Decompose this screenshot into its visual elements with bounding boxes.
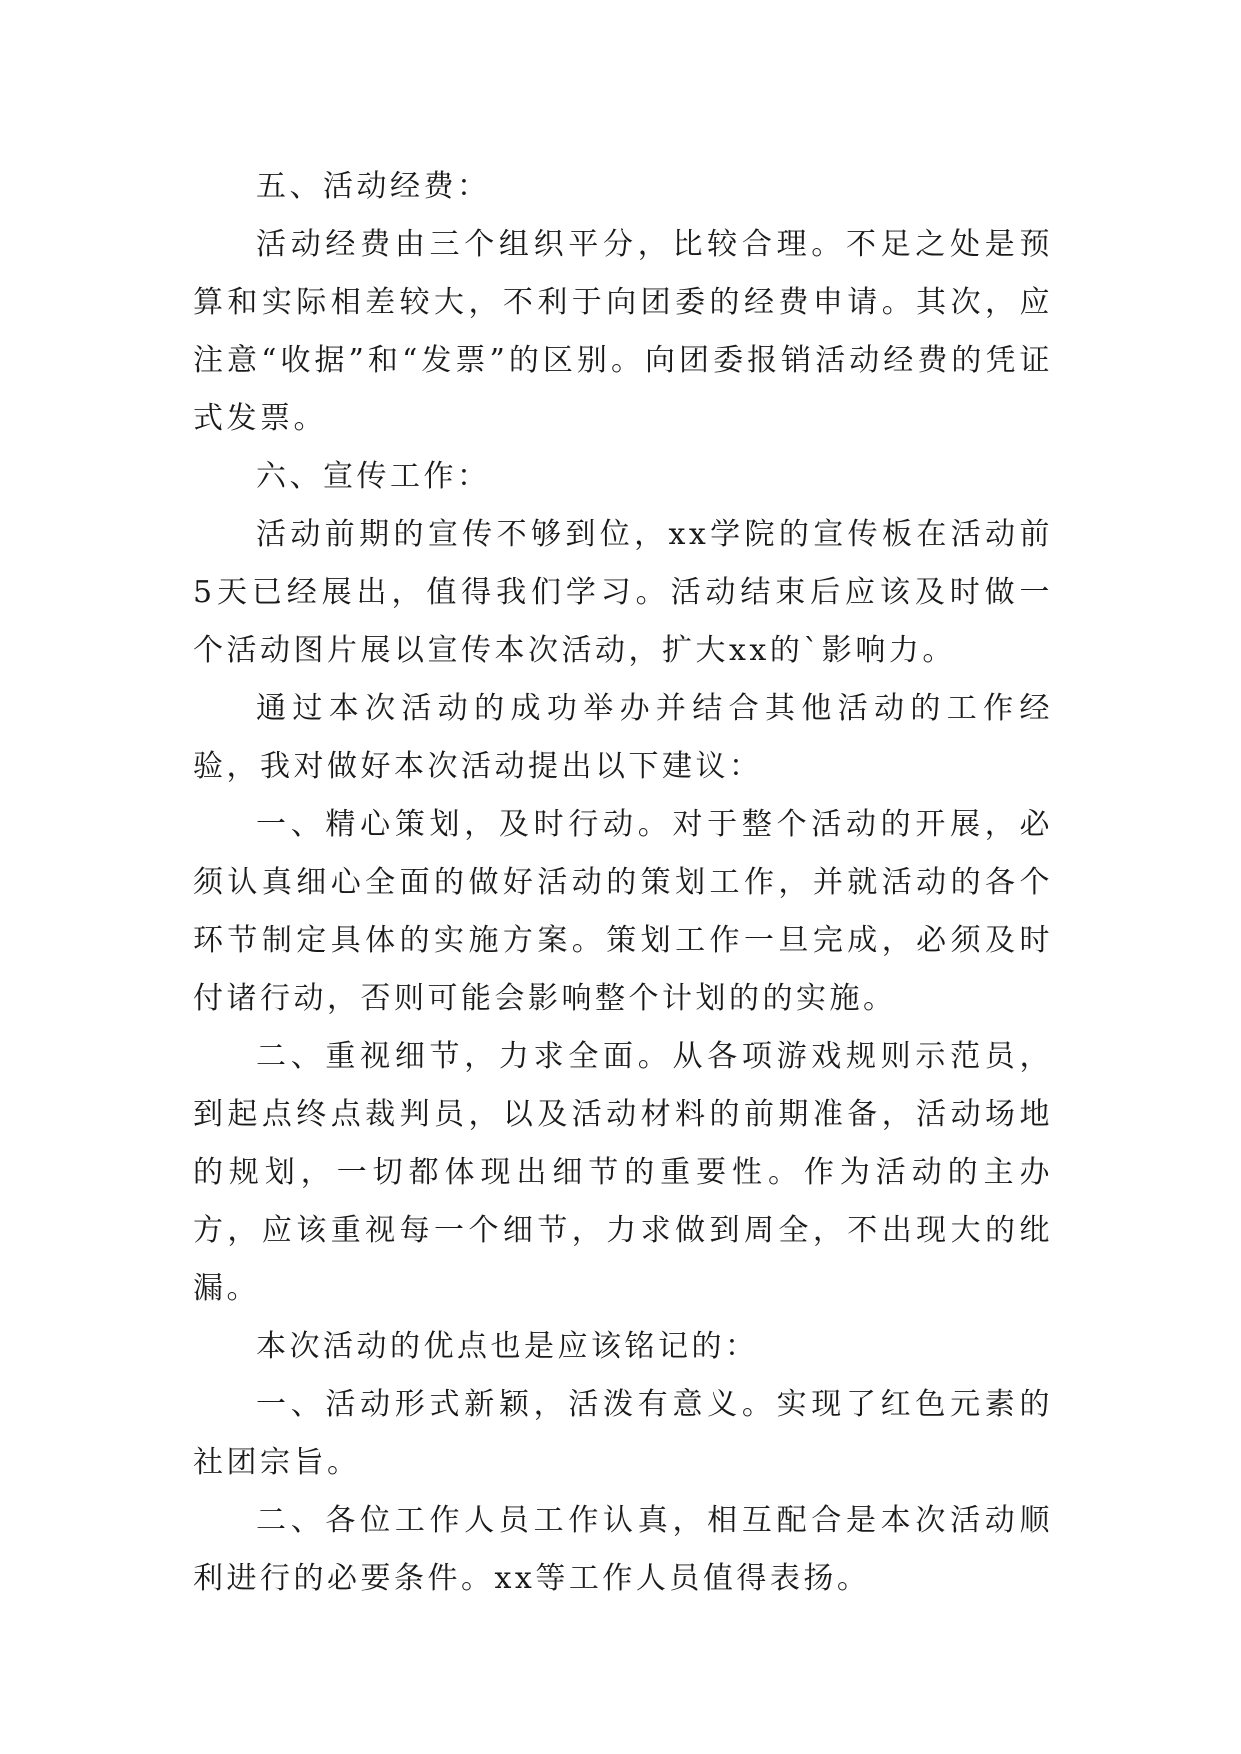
- section-heading-publicity: 六、宣传工作：: [256, 459, 491, 494]
- document-body: [193, 158, 1053, 1608]
- paragraph-funding: 活动经费由三个组织平分，比较合理。不足之处是预算和实际相差较大，不利于向团委的经费申请。其次，应注意“收据”和“发票”的区别。向团委报销活动经费的凭证式发票。: [193, 227, 1053, 436]
- section-heading-funding: 五、活动经费：: [256, 169, 491, 204]
- paragraph-strength-2: 二、各位工作人员工作认真，相互配合是本次活动顺利进行的必要条件。xx等工作人员值得表扬。: [193, 1503, 1053, 1596]
- paragraph-strength-1: 一、活动形式新颖，活泼有意义。实现了红色元素的社团宗旨。: [193, 1387, 1053, 1480]
- paragraph-suggestions-intro: 通过本次活动的成功举办并结合其他活动的工作经验，我对做好本次活动提出以下建议：: [193, 691, 1053, 784]
- paragraph-strengths-intro: 本次活动的优点也是应该铭记的：: [256, 1329, 759, 1364]
- paragraph-suggestion-1: 一、精心策划，及时行动。对于整个活动的开展，必须认真细心全面的做好活动的策划工作，并就活动的各个环节制定具体的实施方案。策划工作一旦完成，必须及时付诸行动，否则可能会影响整个计划的的实施。: [193, 807, 1053, 1016]
- paragraph-suggestion-2: 二、重视细节，力求全面。从各项游戏规则示范员，到起点终点裁判员，以及活动材料的前期准备，活动场地的规划，一切都体现出细节的重要性。作为活动的主办方，应该重视每一个细节，力求做到周全，不出现大的纰漏。: [193, 1039, 1053, 1306]
- paragraph-publicity: 活动前期的宣传不够到位，xx学院的宣传板在活动前5天已经展出，值得我们学习。活动结束后应该及时做一个活动图片展以宣传本次活动，扩大xx的`影响力。: [193, 517, 1053, 668]
